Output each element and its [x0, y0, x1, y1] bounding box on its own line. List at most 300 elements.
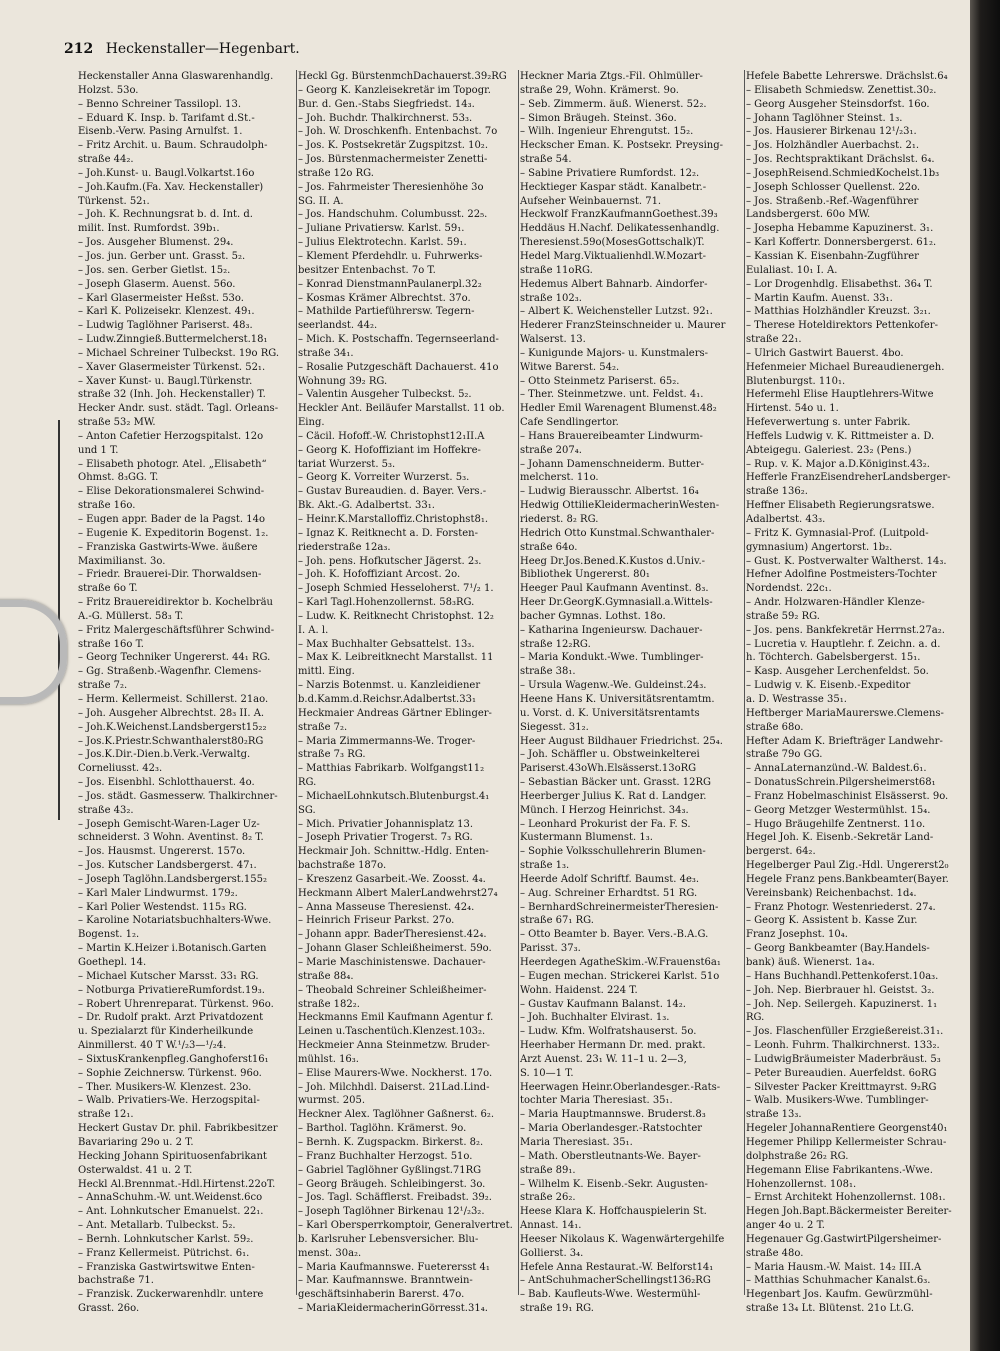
directory-entry-line: – Klement Pferdehdlr. u. Fuhrwerks- [298, 250, 483, 262]
directory-column-4 [746, 70, 960, 1315]
directory-entry-line: – Georg Bräugeh. Schleibingerst. 3o. [298, 1178, 486, 1190]
directory-entry-line: – Joseph Schlosser Quellenst. 22o. [746, 181, 921, 193]
directory-entry-line: straße 54. [520, 154, 572, 166]
directory-entry-line: – Anna Masseuse Theresienst. 42₄. [298, 901, 475, 913]
directory-entry-line: Franz Josephst. 10₄. [746, 929, 848, 941]
running-title: Heckenstaller—Hegenbart. [105, 41, 300, 57]
directory-entry-line: – Kosmas Krämer Albrechtst. 37o. [298, 292, 471, 304]
directory-entry-line: Heckl Al.Brennmat.-Hdl.Hirtenst.22oT. [78, 1178, 276, 1190]
directory-entry-line: Eulaliast. 10₁ I. A. [746, 264, 838, 276]
directory-entry-line: – Jos. städt. Gasmesserw. Thalkirchner- [78, 790, 278, 802]
directory-entry-line: Hegele Franz pens.Bankbeamter(Bayer. [746, 873, 949, 885]
directory-entry-line: – Kunigunde Majors- u. Kunstmalers- [520, 347, 709, 359]
directory-entry-line: straße 182₂. [298, 998, 360, 1010]
directory-entry-line: straße 34₁. [298, 347, 354, 359]
directory-entry-line: Bk. Akt.-G. Adalbertst. 33₁. [298, 500, 435, 512]
directory-entry-line: – Aug. Schreiner Erhardtst. 51 RG. [520, 887, 698, 899]
directory-entry-line: anger 4o u. 2 T. [746, 1220, 825, 1232]
directory-entry-line: – Eugenie K. Expeditorin Bogenst. 1₂. [78, 527, 269, 539]
directory-entry-line: Hecktieger Kaspar städt. Kanalbetr.- [520, 181, 707, 193]
directory-entry-line: Heese Klara K. Hoffchauspielerin St. [520, 1206, 707, 1218]
directory-entry-line: – Ludwig Taglöhner Pariserst. 48₃. [78, 320, 253, 332]
directory-entry-line: straße 53₂ MW. [78, 417, 156, 429]
directory-entry-line: – MichaelLohnkutsch.Blutenburgst.4₁ [298, 790, 490, 802]
directory-entry-line: Heffner Elisabeth Regierungsratswe. [746, 500, 935, 512]
directory-entry-line: – Sophie Zeichnersw. Türkenst. 96o. [78, 1067, 262, 1079]
directory-entry-line: – Sophie Volksschullehrerin Blumen- [520, 846, 706, 858]
directory-entry-line: Annast. 14₁. [520, 1220, 582, 1232]
directory-entry-line: straße 13₄ Lt. Blütenst. 21o Lt.G. [746, 1303, 915, 1315]
directory-entry-line: Heckenstaller Anna Glaswarenhandlg. [78, 71, 274, 82]
directory-entry-line: – Robert Uhrenreparat. Türkenst. 96o. [78, 998, 274, 1010]
directory-entry-line: Eisenb.-Verw. Pasing Arnulfst. 1. [78, 126, 243, 138]
directory-entry-line: Heckmaier Andreas Gärtner Eblinger- [298, 707, 492, 719]
directory-entry-line: straße 16o T. [78, 638, 144, 650]
directory-entry-line: u. Vorst. d. K. Universitätsrentamts [520, 707, 700, 719]
directory-entry-line: Corneliusst. 42₃. [78, 763, 163, 775]
directory-entry-line: seerlandst. 44₂. [298, 320, 378, 332]
directory-entry-line: – Friedr. Brauerei-Dir. Thorwaldsen- [78, 569, 262, 581]
directory-entry-line: Osterwaldst. 41 u. 2 T. [78, 1164, 193, 1176]
directory-entry-line: straße 1₃. [520, 860, 570, 872]
book-edge [970, 0, 1000, 1351]
directory-entry-line: Hefermehl Elise Hauptlehrers-Witwe [746, 389, 934, 401]
directory-entry-line: straße 7₂. [298, 721, 348, 733]
directory-entry-line: – Joh. Nep. Seilergeh. Kapuzinerst. 1₁ [746, 998, 938, 1010]
directory-entry-line: – Karl Maler Lindwurmst. 179₂. [78, 887, 238, 899]
directory-entry-line: – Simon Bräugeh. Steinst. 36o. [520, 112, 677, 124]
column-rule [744, 70, 745, 1295]
directory-entry-line: – AnnaSchuhm.-W. unt.Weidenst.6co [78, 1192, 263, 1204]
directory-entry-line: – Joh.Kunst- u. Baugl.Volkartst.16o [78, 167, 255, 179]
directory-entry-line: – Jos. Handschuhm. Columbusst. 22₅. [298, 209, 488, 221]
directory-entry-line: riederst. 8₂ RG. [520, 514, 599, 525]
directory-entry-line: straße 68o. [746, 721, 804, 733]
directory-entry-line: Hecker Andr. sust. städt. Tagl. Orleans- [78, 403, 279, 415]
directory-entry-line: Wohn. Haidenst. 224 T. [520, 984, 638, 996]
directory-entry-line: – Michael Kutscher Marsst. 33₁ RG. [78, 970, 259, 982]
directory-entry-line: Heffels Ludwig v. K. Rittmeister a. D. [746, 430, 935, 442]
directory-entry-line: – Maria Kondukt.-Wwe. Tumblinger- [520, 652, 704, 664]
directory-entry-line: – Otto Steinmetz Pariserst. 65₂. [520, 375, 680, 387]
directory-entry-line: straße 59₂ RG. [746, 610, 820, 622]
page-number: 212 [64, 41, 94, 57]
directory-entry-line: h. Töchterch. Gabelsbergerst. 15₁. [746, 652, 921, 664]
directory-entry-line: – Elise Dekorationsmalerei Schwind- [78, 486, 265, 498]
directory-entry-line: – Johann Taglöhner Steinst. 1₃. [746, 112, 903, 124]
directory-entry-line: – Joseph Schmied Hesseloherst. 7¹/₂ 1. [298, 583, 494, 595]
directory-entry-line: straße 6o T. [78, 583, 138, 595]
directory-entry-line: – Herm. Kellermeist. Schillerst. 21ao. [78, 693, 269, 705]
directory-entry-line: – Leonhard Prokurist der Fa. F. S. [520, 818, 691, 830]
directory-entry-line: straße 88₄. [298, 970, 354, 982]
directory-entry-line: straße 43₂. [78, 804, 134, 816]
directory-entry-line: Hegel Joh. K. Eisenb.-Sekretär Land- [746, 832, 934, 844]
directory-entry-line: straße 19₁ RG. [520, 1303, 594, 1315]
directory-entry-line: – Theobald Schreiner Schleißheimer- [298, 984, 487, 996]
directory-entry-line: gymnasium) Angertorst. 1b₂. [746, 541, 893, 553]
directory-entry-line: Heckwolf FranzKaufmannGoethest.39₃ [520, 209, 718, 221]
directory-entry-line: Heerberger Julius K. Rat d. Landger. [520, 790, 707, 802]
directory-entry-line: – Karl K. Polizeisekr. Klenzest. 49₁. [78, 306, 255, 318]
directory-entry-line: – Ther. Steinmetzwe. unt. Feldst. 4₁. [520, 389, 704, 401]
directory-entry-line: RG. [298, 777, 317, 789]
directory-entry-line: Heckmair Joh. Schnittw.-Hdlg. Enten- [298, 846, 489, 858]
directory-entry-line: – Ernst Architekt Hohenzollernst. 108₁. [746, 1192, 946, 1204]
directory-entry-line: – Eugen appr. Bader de la Pagst. 14o [78, 514, 265, 525]
directory-entry-line: – Valentin Ausgeher Tulbeckst. 5₂. [298, 389, 472, 401]
directory-entry-line: – Georg K. Kanzleisekretär im Topogr. [298, 84, 491, 96]
directory-entry-line: – Ludw. K. Reitknecht Christophst. 12₂ [298, 610, 494, 622]
directory-entry-line: – Joh. Milchhdl. Daiserst. 21Lad.Lind- [298, 1081, 490, 1093]
directory-entry-line: Theresienst.59o(MosesGottschalk)T. [520, 237, 705, 249]
directory-entry-line: – Fritz Archit. u. Baum. Schraudolph- [78, 140, 268, 152]
directory-entry-line: – Karl Polier Westendst. 115₃ RG. [78, 901, 247, 913]
directory-entry-line: – Marie Maschinistenswe. Dachauer- [298, 957, 486, 968]
directory-entry-line: u. Spezialarzt für Kinderheilkunde [78, 1026, 254, 1038]
directory-entry-line: – Seb. Zimmerm. äuß. Wienerst. 52₂. [520, 98, 707, 110]
directory-entry-line: – Johann Glaser Schleißheimerst. 59o. [298, 943, 492, 955]
directory-entry-line: – Jos. Holzhändler Auerbachst. 2₁. [746, 140, 920, 152]
directory-entry-line: – Jos. K. Postsekretär Zugspitzst. 10₂. [298, 140, 488, 152]
directory-entry-line: – Eduard K. Insp. b. Tarifamt d.St.- [78, 112, 255, 124]
directory-entry-line: – Georg Bankbeamter (Bay.Handels- [746, 943, 930, 955]
directory-entry-line: – Joh. Nep. Bierbrauer hl. Geistst. 3₂. [746, 984, 935, 996]
column-rule [296, 70, 297, 1295]
directory-entry-line: – Jos. Hausierer Birkenau 12¹/₂3₁. [746, 126, 917, 138]
directory-entry-line: – Peter Bureaudien. Auerfeldst. 6oRG [746, 1067, 937, 1079]
directory-entry-line: – Joh. pens. Hofkutscher Jägerst. 2₃. [298, 555, 482, 567]
directory-entry-line: Hefner Adolfine Postmeisters-Tochter [746, 569, 937, 581]
directory-entry-line: – Kreszenz Gasarbeit.-We. Zoosst. 4₄. [298, 873, 486, 885]
directory-entry-line: – Joseph Glaserm. Auenst. 56o. [78, 278, 236, 290]
directory-entry-line: – Joh. K. Hofoffiziant Arcost. 2o. [298, 569, 461, 581]
directory-entry-line: Heckert Gustav Dr. phil. Fabrikbesitzer [78, 1123, 278, 1135]
directory-entry-line: – Ant. Metallarb. Tulbeckst. 5₂. [78, 1220, 236, 1232]
directory-entry-line: Arzt Auenst. 23₁ W. 11–1 u. 2—3, [520, 1053, 687, 1065]
directory-entry-line: – Jos. Kutscher Landsbergerst. 47₁. [78, 860, 257, 872]
directory-entry-line: Hefele Babette Lehrerswe. Drächslst.6₄ [746, 71, 948, 82]
directory-entry-line: – Franz Photogr. Westenriederst. 27₄. [746, 901, 936, 913]
directory-entry-line: – Joh. K. Rechnungsrat b. d. Int. d. [78, 209, 253, 221]
directory-entry-line: Heerde Adolf Schriftf. Baumst. 4e₃. [520, 873, 700, 885]
directory-entry-line: Heckler Ant. Beiläufer Marstallst. 11 ob. [298, 403, 505, 415]
directory-entry-line: – Jos. Straßenb.-Ref.-Wagenführer [746, 195, 919, 207]
directory-entry-line: Ohmst. 8₃GG. T. [78, 472, 159, 484]
directory-entry-line: – Joh. Buchhalter Elvirast. 1₃. [520, 1012, 670, 1024]
directory-entry-line: Ainmillerst. 40 T W.¹/₂3—¹/₂4. [78, 1040, 227, 1052]
directory-entry-line: – JosephReisend.SchmiedKochelst.1b₃ [746, 167, 940, 179]
directory-entry-line: Siegesst. 31₂. [520, 721, 589, 733]
directory-entry-line: Bogenst. 1₂. [78, 929, 140, 941]
directory-entry-line: bachstraße 71. [78, 1275, 154, 1287]
directory-entry-line: – Georg K. Hofoffiziant im Hoffekre- [298, 444, 481, 456]
directory-entry-line: straße 7₂. [78, 680, 128, 692]
directory-entry-line: – Katharina Ingenieursw. Dachauer- [520, 624, 703, 636]
directory-entry-line: Kustermann Blumenst. 1₃. [520, 832, 653, 844]
directory-entry-line: – Hans Brauereibeamter Lindwurm- [520, 430, 703, 442]
directory-entry-line: – Xaver Kunst- u. Baugl.Türkenstr. [78, 375, 253, 387]
directory-entry-line: – Gustav Bureaudien. d. Bayer. Vers.- [298, 486, 487, 498]
directory-entry-line: Heer August Bildhauer Friedrichst. 25₄. [520, 735, 723, 747]
directory-entry-line: straße 38₁. [520, 666, 576, 678]
directory-entry-line: – Bernh. Lohnkutscher Karlst. 59₂. [78, 1233, 254, 1245]
directory-entry-line: wurmst. 205. [298, 1095, 366, 1107]
directory-entry-line: besitzer Entenbachst. 7o T. [298, 264, 436, 276]
directory-entry-line: Gollierst. 3₄. [520, 1247, 584, 1259]
directory-entry-line: – AnnaLaternanzünd.-W. Baldest.6₁. [746, 763, 927, 775]
directory-entry-line: – Johann appr. BaderTheresienst.42₄. [298, 929, 487, 941]
directory-entry-line: Goethepl. 14. [78, 957, 147, 968]
directory-entry-line: Heckmeier Anna Steinmetzw. Bruder- [298, 1040, 490, 1052]
directory-entry-line: – Lucretia v. Hauptlehr. f. Zeichn. a. d. [746, 638, 941, 650]
directory-entry-line: – Elisabeth Schmiedsw. Zenettist.30₂. [746, 84, 937, 96]
directory-entry-line: – Matthias Fabrikarb. Wolfgangst11₂ [298, 763, 485, 775]
directory-entry-line: – Joh.K.Weichenst.Landsbergerst15₂₂ [78, 721, 267, 733]
directory-entry-line: Hedrich Otto Kunstmal.Schwanthaler- [520, 527, 715, 539]
directory-entry-line: straße 102₃. [520, 292, 582, 304]
directory-entry-line: SG. II. A. [298, 195, 344, 207]
directory-entry-line: – Karl Koffertr. Donnersbergerst. 61₂. [746, 237, 937, 249]
directory-entry-line: – Therese Hoteldirektors Pettenkofer- [746, 320, 938, 332]
directory-entry-line: Cafe Sendlingertor. [520, 417, 619, 429]
directory-entry-line: – Ludwig v. K. Eisenb.-Expeditor [746, 680, 911, 692]
directory-entry-line: – Karl Glasermeister Heßst. 53o. [78, 292, 244, 304]
directory-column-3 [520, 70, 742, 1315]
directory-entry-line: tariat Wurzerst. 5₃. [298, 458, 396, 470]
directory-entry-line: – Julius Elektrotechn. Karlst. 59₁. [298, 237, 467, 249]
directory-entry-line: b.d.Kamm.d.Reichsr.Adalbertst.33₁ [298, 693, 476, 705]
directory-entry-line: straße 79o GG. [746, 749, 823, 761]
directory-entry-line: – Maria Oberlandesger.-Ratstochter [520, 1123, 703, 1135]
directory-entry-line: – DonatusSchrein.Pilgersheimerst68₁ [746, 777, 936, 789]
directory-entry-line: – Karoline Notariatsbuchhalters-Wwe. [78, 915, 272, 927]
directory-entry-line: Heckner Alex. Taglöhner Gaßnerst. 6₂. [298, 1109, 495, 1121]
directory-entry-line: RG. [746, 1012, 765, 1024]
directory-entry-line: – Mar. Kaufmannswe. Branntwein- [298, 1275, 473, 1287]
directory-entry-line: Heeger Paul Kaufmann Aventinst. 8₃. [520, 583, 709, 595]
directory-entry-line: – Gg. Straßenb.-Wagenfhr. Clemens- [78, 666, 262, 678]
directory-entry-line: Hefeverwertung s. unter Fabrik. [746, 417, 911, 429]
directory-entry-line: – LudwigBräumeister Maderbräust. 5₃ [746, 1053, 941, 1065]
directory-entry-line: – Jos. Tagl. Schäfflerst. Freibadst. 39₂. [298, 1192, 492, 1204]
directory-entry-line: Bur. d. Gen.-Stabs Siegfriedst. 14₃. [298, 98, 475, 110]
directory-entry-line: – Ulrich Gastwirt Bauerst. 4bo. [746, 347, 904, 359]
directory-entry-line: Nordendst. 22c₁. [746, 583, 832, 595]
directory-entry-line: – Otto Beamter b. Bayer. Vers.-B.A.G. [520, 929, 709, 941]
directory-entry-line: straße 16o. [78, 500, 136, 512]
directory-entry-line: straße 7₃ RG. [298, 749, 366, 761]
directory-entry-line: Heerwagen Heinr.Oberlandesger.-Rats- [520, 1081, 721, 1093]
directory-entry-line: – Gust. K. Postverwalter Waltherst. 14₃. [746, 555, 947, 567]
directory-entry-line: – Ludwig Bierausschr. Albertst. 16₄ [520, 486, 699, 498]
directory-entry-line: Parisst. 37₃. [520, 943, 581, 955]
directory-entry-line: – Albert K. Weichensteller Lutzst. 92₁. [520, 306, 713, 318]
directory-entry-line: – Elise Maurers-Wwe. Nockherst. 17o. [298, 1067, 493, 1079]
directory-entry-line: – Elisabeth photogr. Atel. „Elisabeth“ [78, 458, 267, 470]
directory-entry-line: Eing. [298, 417, 325, 429]
directory-entry-line: Hefferle FranzEisendreherLandsberger- [746, 472, 951, 484]
directory-entry-line: menst. 30a₂. [298, 1247, 362, 1259]
directory-entry-line: Heeg Dr.Jos.Bened.K.Kustos d.Univ.- [520, 555, 706, 567]
directory-entry-line: mittl. Eing. [298, 666, 355, 678]
directory-entry-line: – Walb. Musikers-Wwe. Tumblinger- [746, 1095, 929, 1107]
directory-entry-line: – Mathilde Partieführersw. Tegern- [298, 306, 475, 318]
directory-entry-line: geschäftsinhaberin Barerst. 47o. [298, 1289, 465, 1301]
directory-entry-line: Heeser Nikolaus K. Wagenwärtergehilfe [520, 1233, 725, 1245]
directory-entry-line: Adalbertst. 43₃. [746, 514, 826, 525]
directory-entry-line: SG. [298, 804, 316, 816]
directory-entry-line: – Franzisk. Zuckerwarenhdlr. untere [78, 1289, 264, 1301]
directory-entry-line: – Franz Kellermeist. Pütrichst. 6₁. [78, 1247, 250, 1259]
directory-entry-line: – Wilhelm K. Eisenb.-Sekr. Augusten- [520, 1178, 708, 1190]
directory-entry-line: – Max K. Leibreitknecht Marstallst. 11 [298, 652, 494, 664]
directory-entry-line: – Joh. W. Droschkenfh. Entenbachst. 7o [298, 126, 498, 138]
directory-entry-line: schneiderst. 3 Wohn. Aventinst. 8₂ T. [78, 832, 264, 844]
directory-entry-line: Heerdegen AgatheSkim.-W.Frauenst6a₁ [520, 957, 721, 968]
directory-entry-line: – Karl Obersperrkomptoir, Generalvertret. [298, 1220, 513, 1232]
directory-entry-line: – MariaKleidermacherinGörresst.31₄. [298, 1303, 488, 1315]
directory-entry-line: – Jos. Bürstenmachermeister Zenetti- [298, 154, 488, 166]
directory-entry-line: – Ther. Musikers-W. Klenzest. 23o. [78, 1081, 252, 1093]
directory-entry-line: – Josepha Hebamme Kapuzinerst. 3₁. [746, 223, 934, 235]
directory-entry-line: – Joh.Kaufm.(Fa. Xav. Heckenstaller) [78, 181, 264, 193]
directory-entry-line: – Georg K. Vorreiter Wurzerst. 5₃. [298, 472, 470, 484]
directory-entry-line: und 1 T. [78, 444, 119, 456]
directory-entry-line: Münch. I Herzog Heinrichst. 34₃. [520, 804, 689, 816]
directory-entry-line: Witwe Barerst. 54₂. [520, 361, 620, 373]
directory-entry-line: b. Karlsruher Lebensversicher. Blu- [298, 1233, 479, 1245]
directory-entry-line: Hohenzollernst. 108₁. [746, 1178, 857, 1190]
directory-entry-line: – Bab. Kaufleuts-Wwe. Westermühl- [520, 1289, 701, 1301]
directory-entry-line: straße 13₃. [746, 1109, 802, 1121]
directory-entry-line: melcherst. 11o. [520, 472, 599, 484]
directory-entry-line: – Juliane Privatiersw. Karlst. 59₁. [298, 223, 465, 235]
directory-entry-line: – Jos. Flaschenfüller Erzgießereist.31₁. [746, 1026, 944, 1038]
directory-entry-line: straße 32 (Inh. Joh. Heckenstaller) T. [78, 389, 266, 401]
directory-entry-line: – Jos. sen. Gerber Gietlst. 15₂. [78, 264, 231, 276]
directory-entry-line: straße 12₁. [78, 1109, 134, 1121]
directory-entry-line: – Wilh. Ingenieur Ehrengutst. 15₂. [520, 126, 694, 138]
directory-entry-line: – Kassian K. Eisenbahn-Zugführer [746, 250, 919, 262]
directory-entry-line: – Benno Schreiner Tassilopl. 13. [78, 98, 242, 110]
directory-entry-line: Hegemer Philipp Kellermeister Schrau- [746, 1136, 947, 1148]
directory-entry-line: straße 64o. [520, 541, 578, 553]
directory-entry-line: – Sebastian Bäcker unt. Grasst. 12RG [520, 777, 711, 789]
directory-entry-line: straße 11oRG. [520, 264, 593, 276]
directory-entry-line: straße 26₂. [520, 1192, 576, 1204]
directory-entry-line: – Rup. v. K. Major a.D.Königinst.43₂. [746, 458, 930, 470]
directory-entry-line: Hefele Anna Restaurat.-W. Belforst14₁ [520, 1261, 714, 1273]
directory-entry-line: – Martin K.Heizer i.Botanisch.Garten [78, 943, 267, 955]
directory-entry-line: riederstraße 12a₃. [298, 541, 391, 553]
directory-entry-line: – Barthol. Taglöhn. Krämerst. 9o. [298, 1123, 467, 1135]
directory-entry-line: straße 29, Wohn. Krämerst. 9o. [520, 84, 679, 96]
directory-entry-line: bachstraße 187o. [298, 860, 387, 872]
directory-entry-line: Hegemann Elise Fabrikantens.-Wwe. [746, 1164, 933, 1176]
directory-entry-line: – AntSchuhmacherSchellingst136₂RG [520, 1275, 711, 1287]
directory-entry-line: – Cäcil. Hofoff.-W. Christophst12₁II.A [298, 430, 485, 442]
directory-entry-line: – Narzis Botenmst. u. Kanzleidiener [298, 680, 481, 692]
directory-entry-line: – Matthias Holzhändler Kreuzst. 3₂₁. [746, 306, 931, 318]
directory-entry-line: Walserst. 13. [520, 334, 586, 346]
directory-entry-line: – Heinr.K.Marstalloffiz.Christophst8₁. [298, 514, 489, 525]
directory-entry-line: Heckl Gg. BürstenmchDachauerst.39₂RG [298, 71, 507, 82]
directory-entry-line: Maria Theresiast. 35₁. [520, 1136, 633, 1148]
directory-entry-line: straße 89₁. [520, 1164, 576, 1176]
directory-entry-line: – SixtusKrankenpfleg.Ganghoferst16₁ [78, 1053, 269, 1065]
directory-entry-line: Hegeler JohannaRentiere Georgenst40₁ [746, 1123, 948, 1135]
directory-entry-line: Abteigegu. Galeriest. 23₂ (Pens.) [746, 444, 912, 456]
directory-entry-line: – Ant. Lohnkutscher Emanuelst. 22₁. [78, 1206, 264, 1218]
directory-entry-line: – Georg Metzger Westermühlst. 15₄. [746, 804, 931, 816]
directory-entry-line: – Franz Buchhalter Herzogst. 51o. [298, 1150, 473, 1162]
directory-entry-line: Hecking Johann Spirituosenfabrikant [78, 1150, 267, 1162]
directory-entry-line: – Georg Techniker Ungererst. 44₁ RG. [78, 652, 271, 664]
directory-entry-line: bacher Gymnas. Lothst. 18o. [520, 610, 666, 622]
directory-entry-line: Maximilianst. 3o. [78, 555, 166, 567]
directory-entry-line: Heckscher Eman. K. Postsekr. Preysing- [520, 140, 723, 152]
directory-entry-line: – Georg K. Assistent b. Kasse Zur. [746, 915, 918, 927]
directory-entry-line: – Michael Schreiner Tulbeckst. 19o RG. [78, 347, 280, 359]
directory-entry-line: Hefter Adam K. Briefträger Landwehr- [746, 735, 943, 747]
directory-entry-line: Blutenburgst. 110₁. [746, 375, 846, 387]
directory-entry-line: – Karl Tagl.Hohenzollernst. 58₃RG. [298, 597, 475, 609]
directory-entry-line: Hedel Marg.Viktualienhdl.W.Mozart- [520, 250, 706, 262]
directory-entry-line: – Gabriel Taglöhner Gyßlingst.71RG [298, 1164, 482, 1176]
directory-entry-line: – Rosalie Putzgeschäft Dachauerst. 41o [298, 361, 499, 373]
directory-entry-line: – Ludw. Kfm. Wolfratshauserst. 5o. [520, 1026, 697, 1038]
directory-entry-line: – Jos. Fahrmeister Theresienhöhe 3o [298, 181, 484, 193]
directory-entry-line: mühlst. 16₃. [298, 1053, 359, 1065]
directory-entry-line: Wohnung 39₂ RG. [298, 375, 388, 387]
directory-entry-line: – Jos. jun. Gerber unt. Grasst. 5₂. [78, 250, 246, 262]
directory-entry-line: – Xaver Glasermeister Türkenst. 52₁. [78, 361, 266, 373]
directory-entry-line: – Kasp. Ausgeher Lerchenfeldst. 5o. [746, 666, 929, 678]
directory-entry-line: Hirtenst. 54o u. 1. [746, 403, 839, 415]
column-rule [518, 70, 519, 1295]
directory-entry-line: A.-G. Müllerst. 58₃ T. [78, 610, 184, 622]
directory-entry-line: – Ludw.Zinngieß.Buttermelcherst.18₁ [78, 334, 268, 346]
directory-entry-line: – Hans Buchhandl.Pettenkoferst.10a₃. [746, 970, 939, 982]
directory-entry-line: – Mich. Privatier Johannisplatz 13. [298, 818, 473, 830]
directory-column-1 [78, 70, 294, 1315]
directory-entry-line: Heckmanns Emil Kaufmann Agentur f. [298, 1012, 494, 1024]
directory-entry-line: – Joseph Gemischt-Waren-Lager Uz- [78, 818, 260, 830]
directory-entry-line: – Sabine Privatiere Rumfordst. 12₂. [520, 167, 700, 179]
directory-entry-line: – Joseph Taglöhner Birkenau 12¹/₂3₂. [298, 1206, 485, 1218]
directory-entry-line: Bibliothek Ungererst. 80₁ [520, 569, 650, 581]
directory-entry-line: – Jos. Hausmst. Ungererst. 157o. [78, 846, 246, 858]
directory-entry-line: Heftberger MariaMaurerswe.Clemens- [746, 707, 944, 719]
directory-entry-line: bank) äuß. Wienerst. 1a₄. [746, 957, 875, 968]
directory-entry-line: Hegen Joh.Bapt.Bäckermeister Bereiter- [746, 1206, 952, 1218]
directory-entry-line: – Hugo Bräugehilfe Zentnerst. 11o. [746, 818, 926, 830]
directory-entry-line: – Joseph Taglöhn.Landsbergerst.155₂ [78, 873, 268, 885]
directory-entry-line: – Joh. Schäffler u. Obstweinkelterei [520, 749, 700, 761]
directory-entry-line: Heckner Maria Ztgs.-Fil. Ohlmüller- [520, 71, 703, 82]
directory-entry-line: – Silvester Packer Kreittmayrst. 9₂RG [746, 1081, 937, 1093]
directory-entry-line: – Ursula Wagenw.-We. Guldeinst.24₃. [520, 680, 707, 692]
directory-entry-line: – Matthias Schuhmacher Kanalst.6₃. [746, 1275, 931, 1287]
directory-entry-line: – Bernh. K. Zugspackm. Birkerst. 8₂. [298, 1136, 484, 1148]
directory-entry-line: – Konrad DienstmannPaulanerpl.32₂ [298, 278, 482, 290]
directory-entry-line: Hefenmeier Michael Bureaudienergeh. [746, 361, 945, 373]
directory-entry-line: tochter Maria Theresiast. 35₁. [520, 1095, 673, 1107]
directory-entry-line: – Joseph Privatier Trogerst. 7₃ RG. [298, 832, 473, 844]
directory-entry-line: – Jos. Rechtspraktikant Drächslst. 6₄. [746, 154, 935, 166]
directory-entry-line: – Maria Hauptmannswe. Bruderst.8₃ [520, 1109, 706, 1121]
